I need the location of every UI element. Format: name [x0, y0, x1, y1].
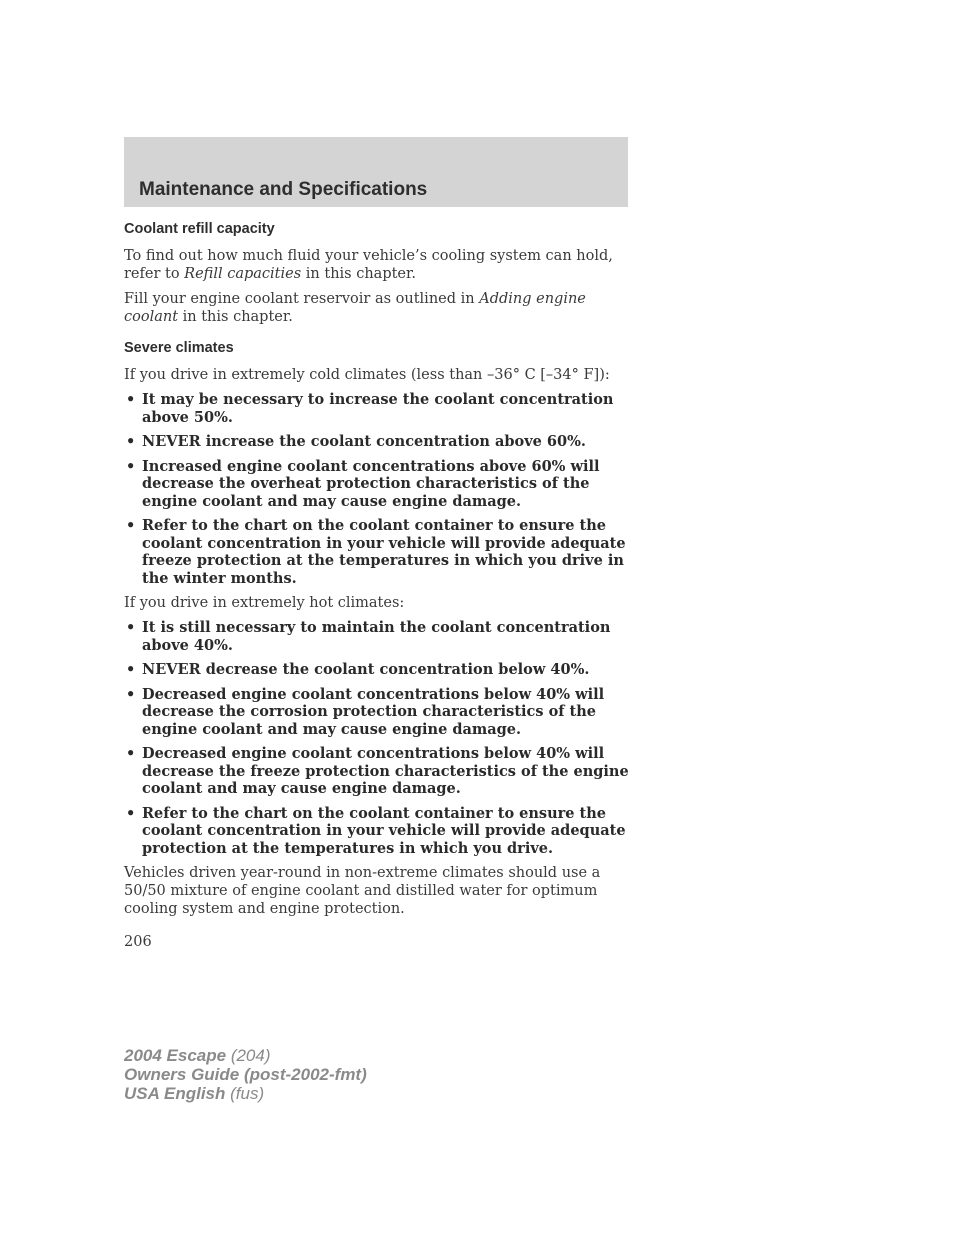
bullet-icon: •	[126, 391, 136, 408]
reference-adding-engine-coolant: Adding engine coolant	[124, 291, 586, 325]
cold-climate-bullet-list	[124, 391, 632, 587]
footer-model-name: 2004 Escape	[124, 1046, 227, 1065]
footer-language: USA English	[124, 1084, 226, 1103]
footer-line-language	[124, 1084, 367, 1103]
list-item-text: NEVER decrease the coolant concentration below 40%.	[142, 661, 590, 678]
paragraph-cold-intro: If you drive in extremely cold climates (less than –36° C [–34° F]):	[124, 367, 610, 383]
paragraph-refill-capacity	[124, 247, 632, 283]
list-item	[124, 517, 632, 587]
section-title: Maintenance and Specifications	[139, 179, 428, 200]
paragraph-fill-reservoir	[124, 290, 632, 326]
bullet-icon: •	[126, 619, 136, 636]
section-header-band	[124, 137, 628, 207]
list-item-text: Increased engine coolant concentrations above 60% will decrease the overheat protection characteristics of the engine coolant and may cause engine damage.	[142, 457, 600, 510]
footer-language-code: (fus)	[225, 1084, 265, 1103]
list-item-text: It may be necessary to increase the coolant concentration above 50%.	[142, 391, 614, 426]
list-item	[124, 433, 632, 451]
list-item-text: Refer to the chart on the coolant container to ensure the coolant concentration in your vehicle will provide adequate freeze protection at the temperatures in which you drive in the winter months.	[142, 517, 626, 587]
bullet-icon: •	[126, 685, 136, 703]
list-item	[124, 805, 632, 858]
footer-line-model	[124, 1046, 367, 1065]
list-item-text: Decreased engine coolant concentrations below 40% will decrease the corrosion protection characteristics of the engine coolant and may cause engine damage.	[142, 685, 605, 738]
hot-climate-bullet-list	[124, 619, 632, 857]
bullet-icon: •	[126, 517, 136, 534]
list-item-text: Decreased engine coolant concentrations below 40% will decrease the freeze protection characteristics of the engine coolant and may cause engine damage.	[142, 745, 629, 797]
text-run: To find out how much fluid your vehicle’s cooling system can hold, refer to	[124, 248, 613, 282]
text-run: in this chapter.	[301, 266, 416, 282]
bullet-icon: •	[126, 661, 136, 678]
list-item	[124, 661, 632, 679]
paragraph-closing: Vehicles driven year-round in non-extreme climates should use a 50/50 mixture of engine coolant and distilled water for optimum cooling system and engine protection.	[124, 865, 601, 917]
page-number: 206	[124, 934, 152, 950]
paragraph-hot-intro: If you drive in extremely hot climates:	[124, 595, 405, 611]
list-item-text: It is still necessary to maintain the coolant concentration above 40%.	[142, 619, 611, 654]
text-run: Fill your engine coolant reservoir as outlined in	[124, 291, 480, 307]
footer-model-code: (204)	[226, 1046, 271, 1065]
document-footer	[124, 1046, 367, 1103]
list-item-text: NEVER increase the coolant concentration above 60%.	[142, 433, 586, 450]
list-item	[124, 619, 632, 654]
list-item	[124, 391, 632, 426]
list-item-text: Refer to the chart on the coolant container to ensure the coolant concentration in your vehicle will provide adequate protection at the temperatures in which you drive.	[142, 804, 626, 857]
subheading-severe-climates: Severe climates	[124, 340, 234, 356]
bullet-icon: •	[126, 745, 136, 762]
list-item	[124, 458, 632, 511]
bullet-icon: •	[126, 433, 136, 450]
footer-guide-name: Owners Guide (post-2002-fmt)	[124, 1065, 367, 1084]
list-item	[124, 686, 632, 739]
reference-refill-capacities: Refill capacities	[184, 266, 302, 282]
subheading-coolant-refill-capacity: Coolant refill capacity	[124, 221, 275, 237]
text-run: in this chapter.	[178, 309, 293, 325]
page-content	[124, 219, 632, 950]
list-item	[124, 745, 632, 798]
bullet-icon: •	[126, 457, 136, 475]
footer-line-guide	[124, 1065, 367, 1084]
bullet-icon: •	[126, 804, 136, 822]
